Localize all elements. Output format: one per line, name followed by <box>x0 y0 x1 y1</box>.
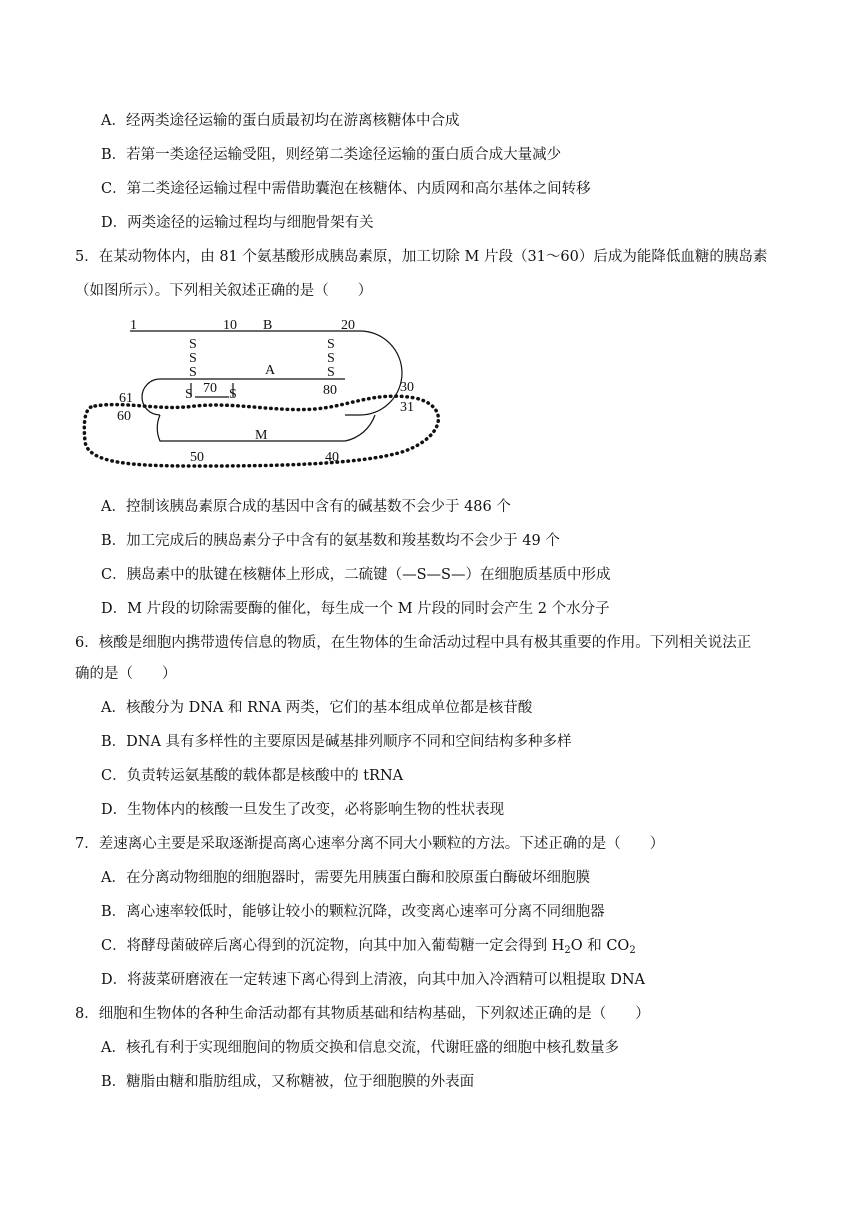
label-s: S <box>327 365 335 380</box>
label-chain-m: M <box>255 428 268 443</box>
proinsulin-diagram <box>75 306 455 476</box>
label-s: S <box>185 387 193 402</box>
q4-option-a: A．经两类途径运输的蛋白质最初均在游离核糖体中合成 <box>101 113 460 129</box>
label-10: 10 <box>223 318 237 333</box>
q5-stem: 5．在某动物体内，由 81 个氨基酸形成胰岛素原，加工切除 M 片段（31～60）后成为能降低血糖的胰岛素 <box>75 249 768 265</box>
label-s: S <box>327 337 335 352</box>
q6-option-c: C．负责转运氨基酸的载体都是核酸中的 tRNA <box>101 768 404 784</box>
q5-option-a: A．控制该胰岛素原合成的基因中含有的碱基数不会少于 486 个 <box>101 499 511 515</box>
label-s: S <box>189 365 197 380</box>
label-30: 30 <box>400 380 414 395</box>
label-s: S <box>229 387 237 402</box>
q6-option-b: B．DNA 具有多样性的主要原因是碱基排列顺序不同和空间结构多种多样 <box>101 734 572 750</box>
q5-option-c: C．胰岛素中的肽键在核糖体上形成，二硫键（—S—S—）在细胞质基质中形成 <box>101 567 611 583</box>
q8-option-a: A．核孔有利于实现细胞间的物质交换和信息交流，代谢旺盛的细胞中核孔数量多 <box>101 1040 619 1056</box>
label-40: 40 <box>325 450 339 465</box>
label-chain-b: B <box>263 318 273 333</box>
q7-option-d: D．将菠菜研磨液在一定转速下离心得到上清液，向其中加入冷酒精可以粗提取 DNA <box>101 972 646 988</box>
label-60: 60 <box>117 409 131 424</box>
q6-option-a: A．核酸分为 DNA 和 RNA 两类，它们的基本组成单位都是核苷酸 <box>101 700 533 716</box>
q4-option-b: B．若第一类途径运输受阻，则经第二类途径运输的蛋白质合成大量减少 <box>101 147 562 163</box>
q6-stem-cont: 确的是（ ） <box>75 666 177 682</box>
label-80: 80 <box>323 383 337 398</box>
q8-option-b: B．糖脂由糖和脂肪组成，又称糖被，位于细胞膜的外表面 <box>101 1074 475 1090</box>
label-s: S <box>327 351 335 366</box>
q6-option-d: D．生物体内的核酸一旦发生了改变，必将影响生物的性状表现 <box>101 802 505 818</box>
q4-option-c: C．第二类途径运输过程中需借助囊泡在核糖体、内质网和高尔基体之间转移 <box>101 181 591 197</box>
q5-stem-cont: （如图所示）。下列相关叙述正确的是（ ） <box>75 283 373 299</box>
q7-option-a: A．在分离动物细胞的细胞器时，需要先用胰蛋白酶和胶原蛋白酶破坏细胞膜 <box>101 870 590 886</box>
q8-stem: 8．细胞和生物体的各种生命活动都有其物质基础和结构基础，下列叙述正确的是（ ） <box>75 1006 650 1022</box>
label-31: 31 <box>400 400 414 415</box>
label-1: 1 <box>130 318 137 333</box>
q7-stem: 7．差速离心主要是采取逐渐提高离心速率分离不同大小颗粒的方法。下述正确的是（ ） <box>75 836 665 852</box>
q4-option-d: D．两类途径的运输过程均与细胞骨架有关 <box>101 215 374 231</box>
label-50: 50 <box>190 450 204 465</box>
label-s: S <box>189 351 197 366</box>
label-s: S <box>189 337 197 352</box>
label-61: 61 <box>119 391 133 406</box>
q7-option-c: C．将酵母菌破碎后离心得到的沉淀物，向其中加入葡萄糖一定会得到 $H_2O$ 和 $CO_2$ <box>101 938 636 956</box>
q6-stem: 6．核酸是细胞内携带遗传信息的物质，在生物体的生命活动过程中具有极其重要的作用。下列相关说法正 <box>75 635 752 651</box>
q5-option-b: B．加工完成后的胰岛素分子中含有的氨基数和羧基数均不会少于 49 个 <box>101 533 560 549</box>
q5-option-d: D．M 片段的切除需要酶的催化，每生成一个 M 片段的同时会产生 2 个水分子 <box>101 601 610 617</box>
q7-option-b: B．离心速率较低时，能够让较小的颗粒沉降，改变离心速率可分离不同细胞器 <box>101 904 605 920</box>
label-chain-a: A <box>265 363 276 378</box>
label-70: 70 <box>203 381 217 396</box>
label-20: 20 <box>341 318 355 333</box>
